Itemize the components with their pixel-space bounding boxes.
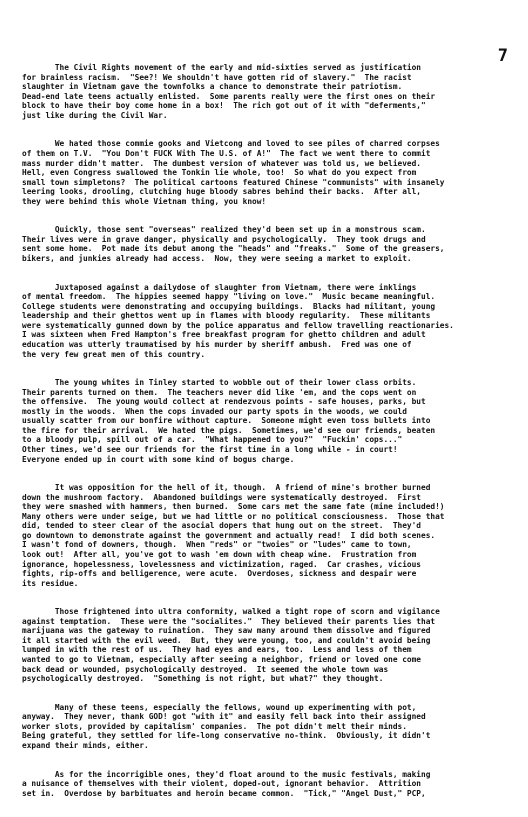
paragraph: It was opposition for the hell of it, though. A friend of mine's brother burned down the mushroom factory. Abandoned buildings were systematically destroyed. First they were smashed with hammers, then burned. Some cars met the same fate (mine included!) Many others were under seige, but we had little or no political consciousness. Those that did, tended to steer clear of the asocial dopers that hung out on the street. They'd go downtown to demonstrate against the government and actually read! I did both scenes. I wasn't fond of downers, though. When "reds" or "twoies" or "ludes" came to town, look out! After all, you've got to wash 'em down with cheap wine. Frustration from ignorance, hopelessness, lovelessness and victimization, raged. Car crashes, vicious fights, rip-offs and belligerence, were acute. Overdoses, sickness and despair were its residue. xyxy=(22,483,445,588)
paragraph: The Civil Rights movement of the early and mid-sixties served as justification for brainless racism. "See?! We shouldn't have gotten rid of slavery." The racist slaughter in Vietnam gave the townfolks a chance to demonstrate their patriotism. Dead-end late teens actually enlisted. Some parents really were the first ones on their block to have their boy come home in a box! The rich got out of it with "deferments," just like during the Civil War. xyxy=(22,63,436,120)
paragraph: Quickly, those sent "overseas" realized they'd been set up in a monstrous scam. Their lives were in grave danger, physically and psychologically. They took drugs and sent some home. Pot made its debut among the "heads" and "freaks." Some of the greasers, bikers, and junkies already had access. Now, they were seeing a market to exploit. xyxy=(22,225,445,264)
paragraph: Those frightened into ultra conformity, walked a tight rope of scorn and vigilance against temptation. These were the "socialites." They believed their parents lies that marijuana was the gateway to ruination. They saw many around them dissolve and figured it all started with the evil weed. But, they were young, too, and couldn't avoid being lumped in with the rest of us. They had eyes and ears, too. Less and less of them wanted to go to Vietnam, especially after seeing a neighbor, friend or loved one come back dead or wounded, psychologically destroyed. It seemed the whole town was psychologically destroyed. "Something is not right, but what?" they thought. xyxy=(22,607,440,684)
paragraph: Juxtaposed against a dailydose of slaughter from Vietnam, there were inklings of mental freedom. The hippies seemed happy "living on love." Music became meaningful. College students were demonstrating and occupying buildings. Blacks had militant, young leadership and their ghettos went up in flames with bloody regularity. These militants were systematically gunned down by the police apparatus and fellow travelling reactionaries. I was sixteen when Fred Hampton's free breakfast program for ghetto children and adult education was utterly traumatised by his murder by sheriff ambush. Fred was one of the very few great men of this country. xyxy=(22,282,454,359)
page-number: 7 xyxy=(497,46,508,66)
paragraph: The young whites in Tinley started to wobble out of their lower class orbits. Their parents turned on them. The teachers never did like 'em, and the cops went on the offensive. The young would collect at rendezvous points - safe houses, parks, but mostly in the woods. When the cops invaded our party spots in the woods, we could usually scatter from our bonfire without capture. Someone might even toss bullets into the fire for their arrival. We hated the pigs. Sometimes, we'd see our friends, beaten to a bloody pulp, spill out of a car. "What happened to you?" "Fuckin' cops..." Other times, we'd see our friends for the first time in a long while - in court! Everyone ended up in court with some kind of bogus charge. xyxy=(22,378,436,464)
paragraph: As for the incorrigible ones, they'd float around to the music festivals, making a nuisance of themselves with their violent, doped-out, ignorant behavior. Attrition set in. Overdose by barbituates and heroin became common. "Tick," "Angel Dust," PCP, xyxy=(22,769,431,798)
paragraph: We hated those commie gooks and Vietcong and loved to see piles of charred corpses of them on T.V. "You Don't FUCK With The U.S. of A!" The fact we went there to commit mass murder didn't matter. The dumbest version of whatever was told us, we believed. Hell, even Congress swallowed the Tonkin lie whole, too! So what do you expect from small town simpletons? The political cartoons featured Chinese "communists" with insanely leering looks, drooling, clutching huge bloody sabres behind their backs. After all, they were behind this whole Vietnam thing, you know! xyxy=(22,139,445,206)
document-body xyxy=(22,44,506,817)
paragraph: Many of these teens, especially the fellows, wound up experimenting with pot, anyway. They never, thank GOD! got "with it" and easily fell back into their assigned worker slots, provided by capitalism' companies. The pot didn't melt their minds. Being grateful, they settled for life-long conservative no-think. Obviously, it didn't expand their minds, either. xyxy=(22,702,431,750)
